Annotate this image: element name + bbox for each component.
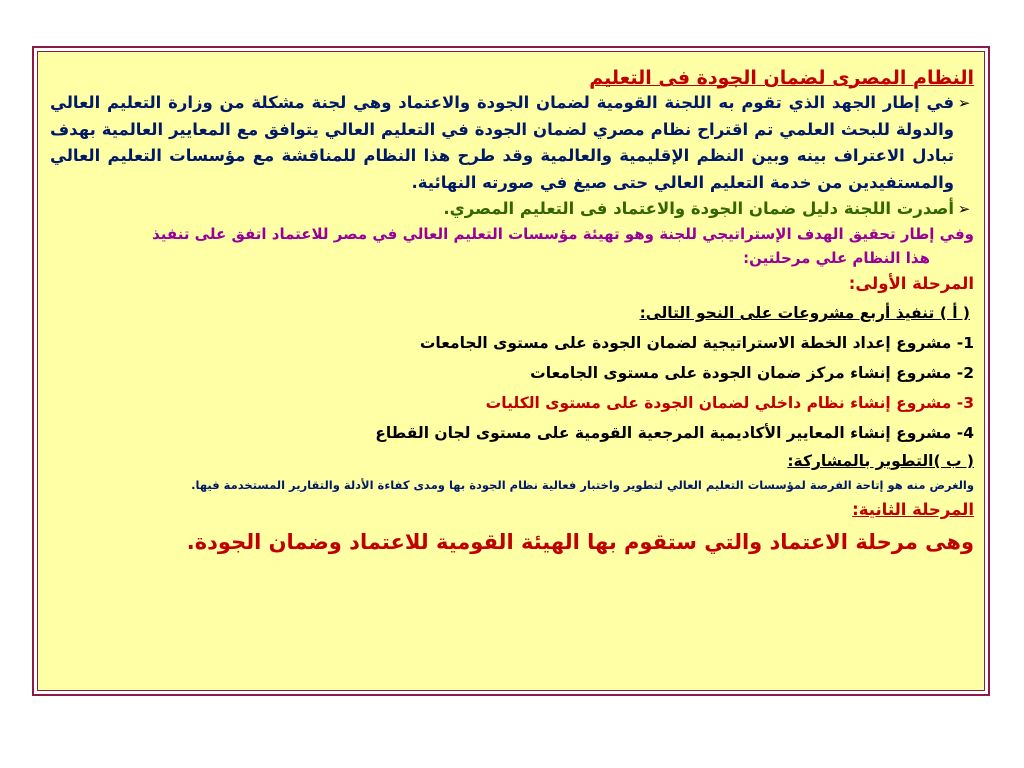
section-b-description: والغرض منه هو إتاحة الفرصة لمؤسسات التعليم العالي لتطوير واختبار فعالية نظام الجودة بها ومدى كفاءة الأدلة والتقارير المستخدمة فيها. [191,478,974,492]
phase-1-heading: المرحلة الأولى: [848,274,974,293]
item-text: مشروع إعداد الخطة الاستراتيجية لضمان الجودة على مستوى الجامعات [419,334,952,352]
item-text: مشروع إنشاء نظام داخلي لضمان الجودة على مستوى الكليات [485,394,952,412]
arrow-bullet-icon: ➢ [957,200,971,218]
bullet-item-1 [50,90,974,196]
section-a-heading: ( أ ) تنفيذ أربع مشروعات على النحو التالى: [639,304,970,322]
intro-text-line-2: هذا النظام علي مرحلتين: [743,249,930,267]
intro-text-line-1: وفي إطار تحقيق الهدف الإستراتيجي للجنة وهو تهيئة مؤسسات التعليم العالي في مصر للاعتماد اتفق على تنفيذ [152,225,974,243]
content-panel [37,51,985,691]
phase-2-description: وهى مرحلة الاعتماد والتي ستقوم بها الهيئة القومية للاعتماد وضمان الجودة. [186,530,974,554]
item-number: 4- [956,424,974,442]
project-item-3 [50,388,974,418]
project-item-1 [50,328,974,358]
item-text: مشروع إنشاء مركز ضمان الجودة على مستوى الجامعات [530,364,952,382]
project-item-2 [50,358,974,388]
bullet-item-2 [50,196,974,222]
item-number: 2- [956,364,974,382]
page-title: النظام المصرى لضمان الجودة فى التعليم [589,67,974,89]
phase-2-heading: المرحلة الثانية: [852,500,974,519]
bullet-2-text: أصدرت اللجنة دليل ضمان الجودة والاعتماد فى التعليم المصري. [443,199,954,218]
project-item-4 [50,418,974,448]
item-number: 3- [956,394,974,412]
arrow-bullet-icon: ➢ [957,94,971,112]
section-b-heading: ( ب )التطوير بالمشاركة: [787,452,974,470]
item-number: 1- [956,334,974,352]
slide-frame [32,46,990,696]
bullet-1-text: في إطار الجهد الذي تقوم به اللجنة القومية لضمان الجودة والاعتماد وهي لجنة مشكلة من وزارة التعليم العالي والدولة للبحث العلمي تم اقتراح نظام مصري لضمان الجودة في التعليم العالي يتوافق مع المعايير العالمية بهدف تبادل الاعتراف بينه وبين النظم الإقليمية والعالمية وقد طرح هذا النظام للمناقشة مع مؤسسات التعليم العالي والمستفيدين من خدمة التعليم العالي حتى صيغ في صورته النهائية. [50,93,954,192]
item-text: مشروع إنشاء المعايير الأكاديمية المرجعية القومية على مستوى لجان القطاع [375,424,952,442]
